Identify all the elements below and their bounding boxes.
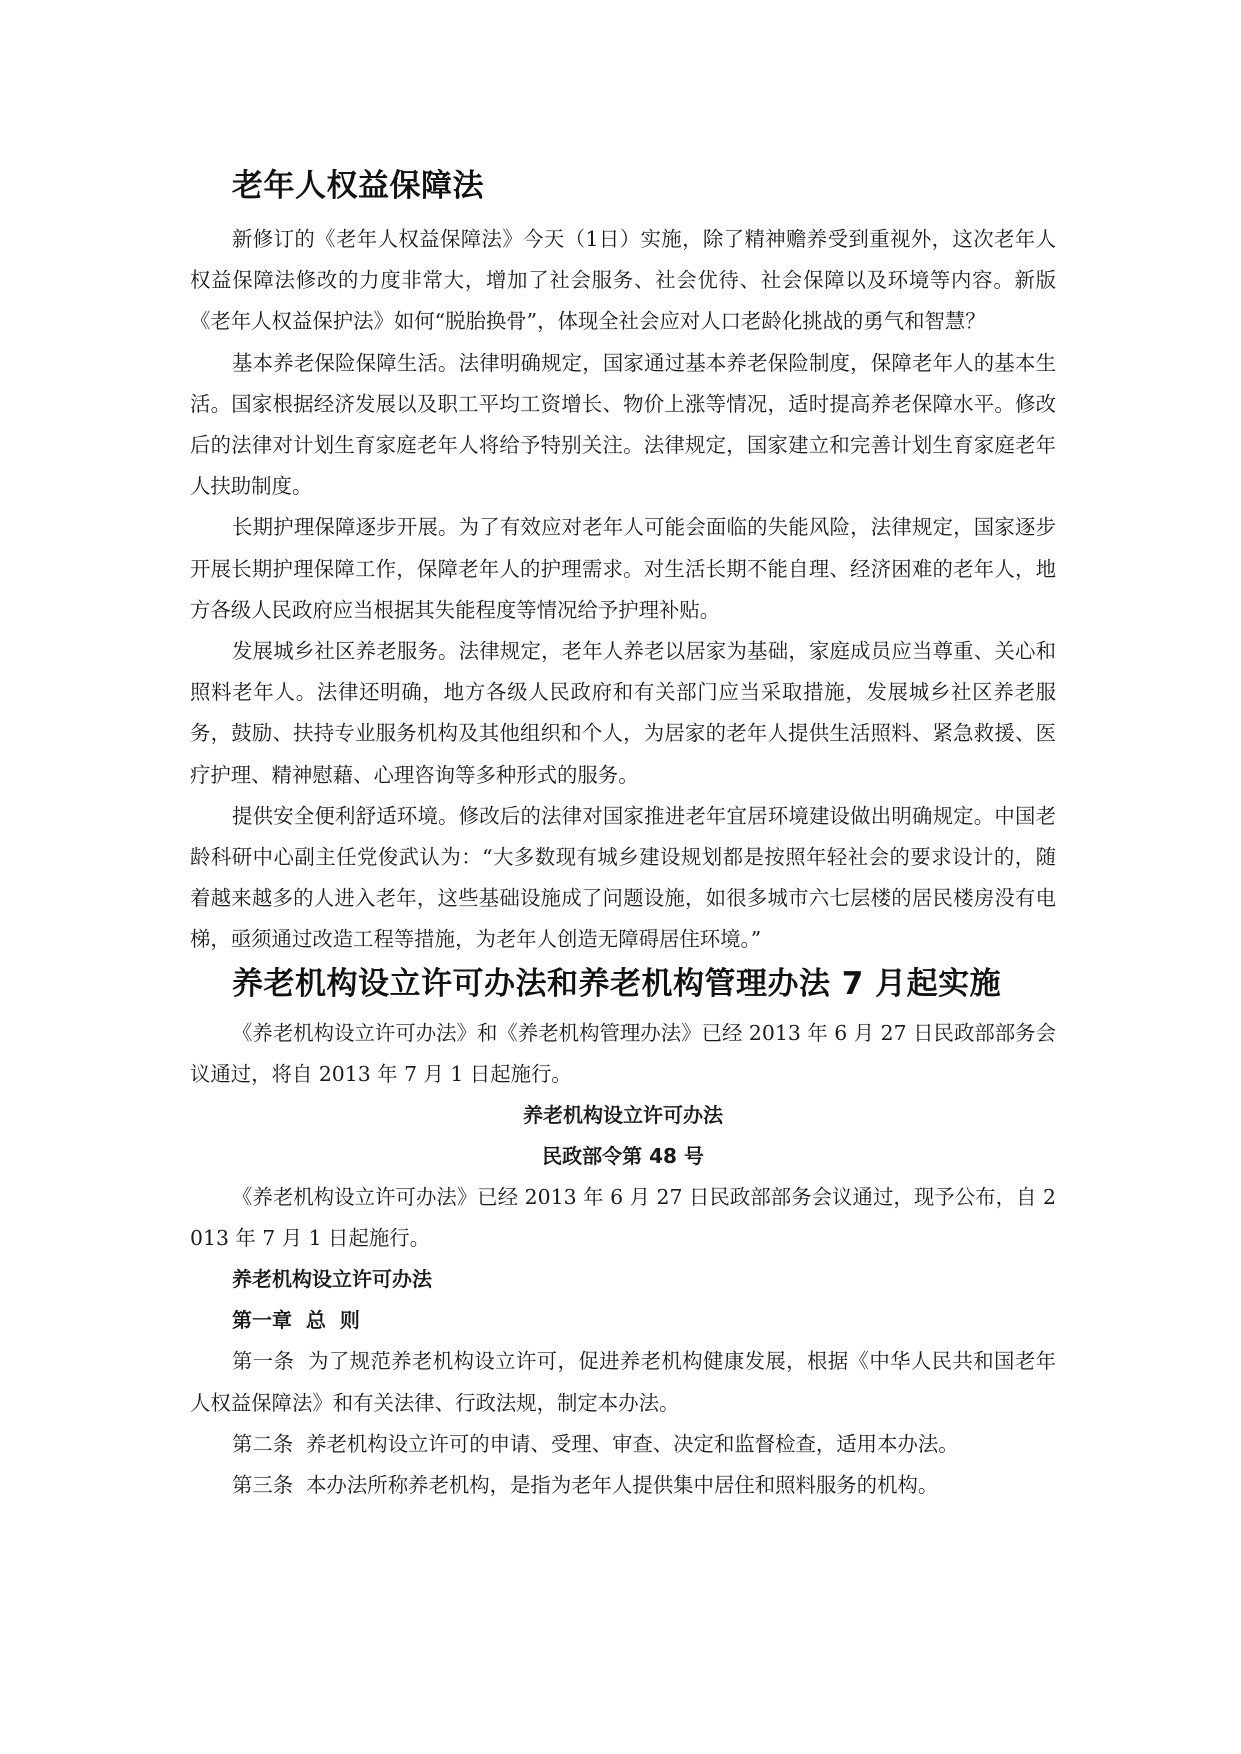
paragraph-measures-intro: 《养老机构设立许可办法》和《养老机构管理办法》已经 2013 年 6 月 27 日民政部部务会议通过，将自 2013 年 7 月 1 日起施行。 xyxy=(190,1020,1056,1086)
section-title-elderly-rights-law: 老年人权益保障法 xyxy=(232,168,484,204)
decree-title: 养老机构设立许可办法 xyxy=(523,1103,723,1128)
paragraph-intro: 新修订的《老年人权益保障法》今天（1日）实施，除了精神赡养受到重视外，这次老年人权益保障法修改的力度非常大，增加了社会服务、社会优待、社会保障以及环境等内容。新版《老年人权益保护法》如何“脱胎换骨”，体现全社会应对人口老龄化挑战的勇气和智慧？ xyxy=(190,227,1056,334)
section-title-institution-measures: 养老机构设立许可办法和养老机构管理办法 7 月起实施 xyxy=(232,965,1002,1002)
paragraph-basic-pension: 基本养老保险保障生活。法律明确规定，国家通过基本养老保险制度，保障老年人的基本生活。国家根据经济发展以及职工平均工资增长、物价上涨等情况，适时提高养老保障水平。修改后的法律对计划生育家庭老年人将给予特别关注。法律规定，国家建立和完善计划生育家庭老年人扶助制度。 xyxy=(190,350,1056,499)
chapter-title: 第一章 总 则 xyxy=(232,1308,360,1333)
article-1: 第一条 为了规范养老机构设立许可，促进养老机构健康发展，根据《中华人民共和国老年人权益保障法》和有关法律、行政法规，制定本办法。 xyxy=(190,1349,1056,1415)
document-page xyxy=(190,163,1056,1506)
paragraph-community-service: 发展城乡社区养老服务。法律规定，老年人养老以居家为基础，家庭成员应当尊重、关心和照料老年人。法律还明确，地方各级人民政府和有关部门应当采取措施，发展城乡社区养老服务，鼓励、扶持专业服务机构及其他组织和个人，为居家的老年人提供生活照料、紧急救援、医疗护理、精神慰藉、心理咨询等多种形式的服务。 xyxy=(190,639,1056,787)
paragraph-environment: 提供安全便利舒适环境。修改后的法律对国家推进老年宜居环境建设做出明确规定。中国老龄科研中心副主任党俊武认为：“大多数现有城乡建设规划都是按照年轻社会的要求设计的，随着越来越多的人进入老年，这些基础设施成了问题设施，如很多城市六七层楼的居民楼房没有电梯，亟须通过改造工程等措施，为老年人创造无障碍居住环境。” xyxy=(190,803,1056,952)
article-3: 第三条 本办法所称养老机构，是指为老年人提供集中居住和照料服务的机构。 xyxy=(232,1473,939,1498)
paragraph-long-term-care: 长期护理保障逐步开展。为了有效应对老年人可能会面临的失能风险，法律规定，国家逐步开展长期护理保障工作，保障老年人的护理需求。对生活长期不能自理、经济困难的老年人，地方各级人民政府应当根据其失能程度等情况给予护理补贴。 xyxy=(190,515,1056,622)
paragraph-decree: 《养老机构设立许可办法》已经 2013 年 6 月 27 日民政部部务会议通过，现予公布，自 2013 年 7 月 1 日起施行。 xyxy=(190,1185,1056,1251)
law-title: 养老机构设立许可办法 xyxy=(232,1267,432,1292)
article-2: 第二条 养老机构设立许可的申请、受理、审查、决定和监督检查，适用本办法。 xyxy=(232,1431,959,1456)
decree-number: 民政部令第 48 号 xyxy=(542,1144,704,1169)
